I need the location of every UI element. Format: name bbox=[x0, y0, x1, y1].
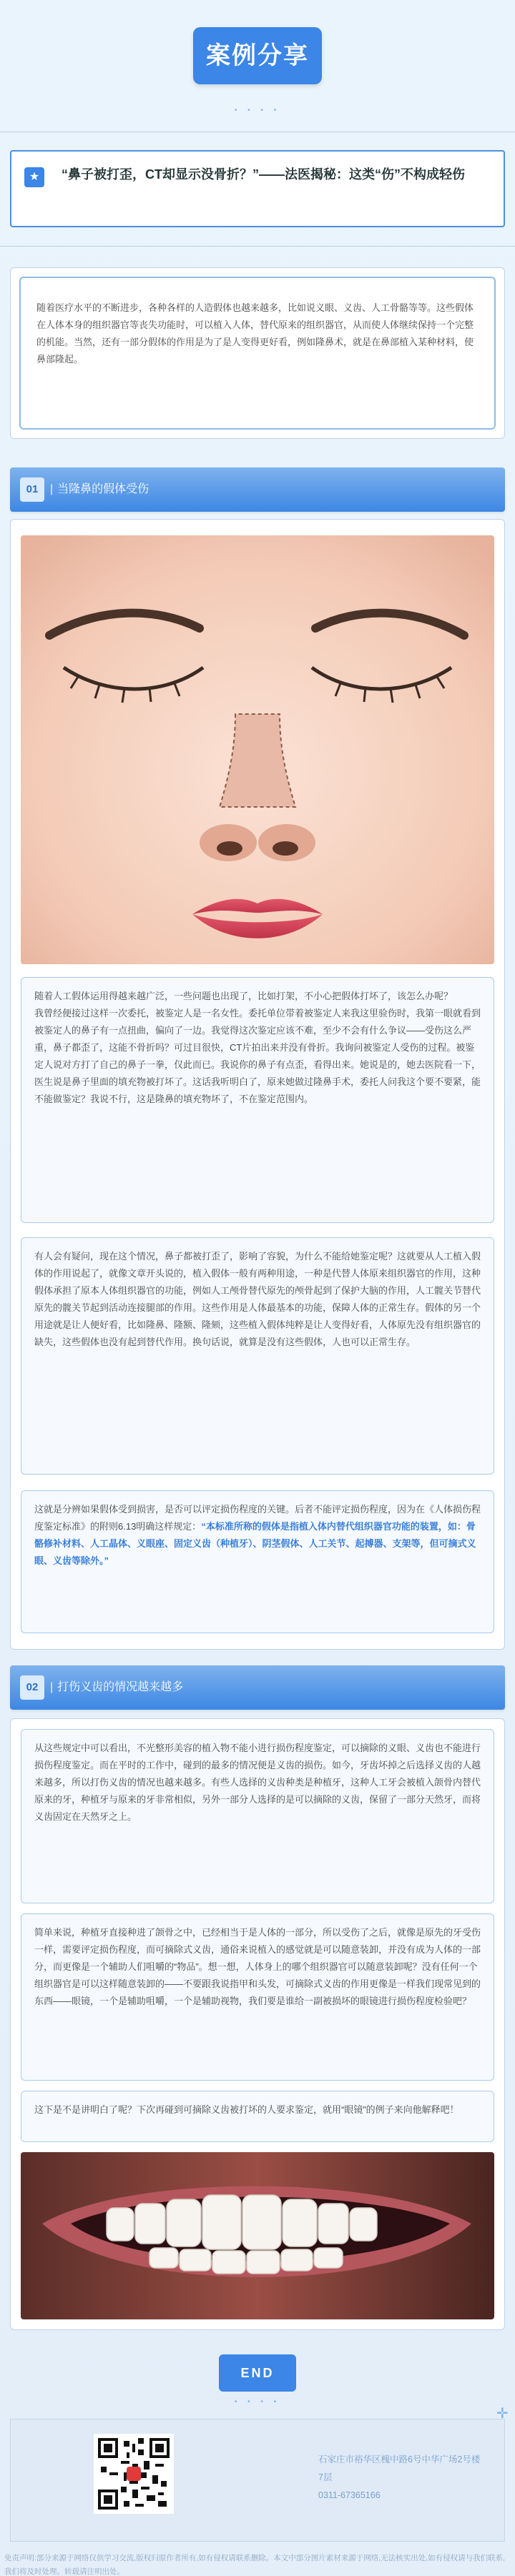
section-title: 当隆鼻的假体受伤 bbox=[57, 483, 149, 495]
end-label: END bbox=[219, 2354, 296, 2392]
section-separator: | bbox=[50, 483, 54, 495]
title-dots: • • • • bbox=[234, 106, 281, 114]
end-dots: • • • • bbox=[234, 2398, 281, 2406]
text-box-1 bbox=[21, 977, 494, 1223]
text-box-2 bbox=[21, 1913, 494, 2081]
contact-info bbox=[318, 2451, 483, 2505]
star-icon: ★ bbox=[24, 167, 44, 187]
paragraph-text: 这就是分辨如果假体受到损害，是否可以评定损伤程度的关键。后者不能评定损伤程度，因为在《人体损伤程度鉴定标准》的附则6.13明确这样规定： bbox=[34, 1504, 481, 1532]
section-separator: | bbox=[50, 1681, 54, 1693]
page-title: 案例分享 bbox=[193, 27, 322, 84]
nose-illustration bbox=[21, 535, 494, 964]
text-box-2 bbox=[21, 1237, 494, 1475]
article-title-card bbox=[10, 150, 505, 227]
footer bbox=[10, 2419, 505, 2542]
section-number: 02 bbox=[20, 1675, 44, 1700]
paragraph bbox=[34, 1501, 481, 1570]
paragraph: 有人会有疑问，现在这个情况，鼻子都被打歪了，影响了容貌，为什么不能给她鉴定呢？这就要从人工植入假体的作用说起了，就像文章开头说的，植入假体一般有两种用途，一种是代替人体原来组织器官的作用，这种假体承担了原本人体组织器官的功能，例如人工颅骨替代原先的颅骨起到了保护大脑的作用，人工髋关节替代原先的髋关节起到活动连接腿部的作用。这些作用是人体最基本的功能，保障人体的正常生存。假体的另一个用途就是让人便好看，比如隆鼻、隆额、隆颏，这些植入假体纯粹是让人变得好看，人体原先没有组织器官的缺失，这些假体也没有起到替代作用。换句话说，就算是没有这些假体，人也可以正常生存。 bbox=[34, 1251, 481, 1348]
disclaimer: 免责声明:部分来源于网络仅供学习交流,版权归原作者所有,如有侵权请联系删除。本文中部分图片素材来源于网络,无法核实出处,如有侵权请与我们联系,我们将及时处理。转载请注明出处。 bbox=[4, 2554, 506, 2576]
intro-text: 随着医疗水平的不断进步，各种各样的人造假体也越来越多，比如说义眼、义齿、人工骨骼等等。这些假体在人体本身的组织器官等丧失功能时，可以植入人体，替代原来的组织器官，从而使人体继续保持一个完整的机能。当然，还有一部分假体的作用是为了是人变得更好看，例如隆鼻术，就是在鼻部植入某种材料，使鼻部隆起。 bbox=[36, 302, 474, 365]
text-box-3 bbox=[21, 2091, 494, 2142]
section-2-content bbox=[10, 1718, 505, 2330]
section-number: 01 bbox=[20, 477, 44, 502]
paragraph: 这下是不是讲明白了呢？下次再碰到可摘除义齿被打坏的人要求鉴定，就用“眼镜”的例子来向他解释吧！ bbox=[34, 2104, 459, 2115]
intro-card bbox=[10, 267, 505, 439]
phone: 0311-67365166 bbox=[318, 2490, 381, 2500]
text-box-3 bbox=[21, 1490, 494, 1633]
section-header-1 bbox=[10, 467, 505, 512]
paragraph: 简单来说，种植牙直接种进了颌骨之中，已经相当于是人体的一部分，所以受伤了之后，就像是原先的牙受伤一样，需要评定损伤程度，而可摘除式义齿，通俗来说植入的感觉就是可以随意装卸，并没有成为人体的一部分，而更像是一个辅助人们咀嚼的“物品”。想一想，人体身上的哪个组织器官可以随意装卸呢？没有任何一个组织器官是可以这样随意装卸的——不要跟我说指甲和头发，可摘除式义齿的作用更像是一样我们现常见到的东西——眼镜，一个是辅助咀嚼，一个是辅助视物，我们要是谁给一副被损坏的眼镜进行损伤程度检验吧？ bbox=[34, 1927, 481, 2007]
section-1-content bbox=[10, 519, 505, 1650]
article-title: “鼻子被打歪，CT却显示没骨折？”——法医揭秘：这类“伤”不构成轻伤 bbox=[62, 167, 465, 182]
teeth-photo bbox=[21, 2152, 494, 2319]
plus-icon: ✛ bbox=[496, 2406, 509, 2422]
address: 石家庄市裕华区槐中路6号中华广场2号楼7层 bbox=[318, 2454, 481, 2482]
paragraph: 随着人工假体运用得越来越广泛，一些问题也出现了，比如打架，不小心把假体打坏了，该怎么办呢？ 我曾经便接过这样一次委托，被鉴定人是一名女性。委托单位带着被鉴定人来我这里验伤时，我第一眼就看到被鉴定人的鼻子有一点扭曲，偏向了一边。我觉得这次鉴定应该不难，至少不会有什么争议——受伤这么严重，鼻子都歪了，这能不骨折吗？可过目很快，CT片拍出来并没有骨折。我询问被鉴定人受伤的过程。被鉴定人说对方打了自己的鼻子一拳，仅此而已。我说你的鼻子有点歪，看得出来。她说是的，她去医院看一下，医生说是鼻子里面的填充物被打坏了。这话我听明白了，原来她做过隆鼻手术，委托人问我这个要不要紧，能不能做鉴定？我说不行，这是隆鼻的填充物坏了，不在鉴定范围内。 bbox=[34, 991, 481, 1105]
paragraph: 从这些规定中可以看出，不光整形美容的植入物不能小进行损伤程度鉴定，可以摘除的义眼、义齿也不能进行损伤程度鉴定。而在平时的工作中，碰到的最多的情况便是义齿的损伤。如今，牙齿坏掉之后选择义齿的人越来越多，所以打伤义齿的情况也越来越多。有些人选择的义齿种类是种植牙，这种人工牙会被植入颌骨内替代原来的牙，种植牙与原来的牙非常相似，另外一部分人选择的是可以摘除的义齿，保留了一部分天然牙，而将义齿固定在天然牙之上。 bbox=[34, 1743, 481, 1823]
teeth-image bbox=[21, 2152, 494, 2319]
highlight-quote: “本标准所称的假体是指植入体内替代组织器官功能的装置，如：骨骼修补材料、人工晶体、义眼座、固定义齿（种植牙）、阴茎假体、人工关节、起搏器、支架等，但可摘式义眼、义齿等除外。” bbox=[34, 1521, 476, 1567]
text-box-1 bbox=[21, 1729, 494, 1903]
face-image bbox=[21, 535, 494, 964]
qr-code-icon bbox=[98, 2438, 170, 2510]
section-title: 打伤义齿的情况越来越多 bbox=[57, 1681, 184, 1693]
divider bbox=[0, 246, 515, 247]
section-header-2 bbox=[10, 1665, 505, 1710]
qr-code bbox=[94, 2434, 174, 2514]
